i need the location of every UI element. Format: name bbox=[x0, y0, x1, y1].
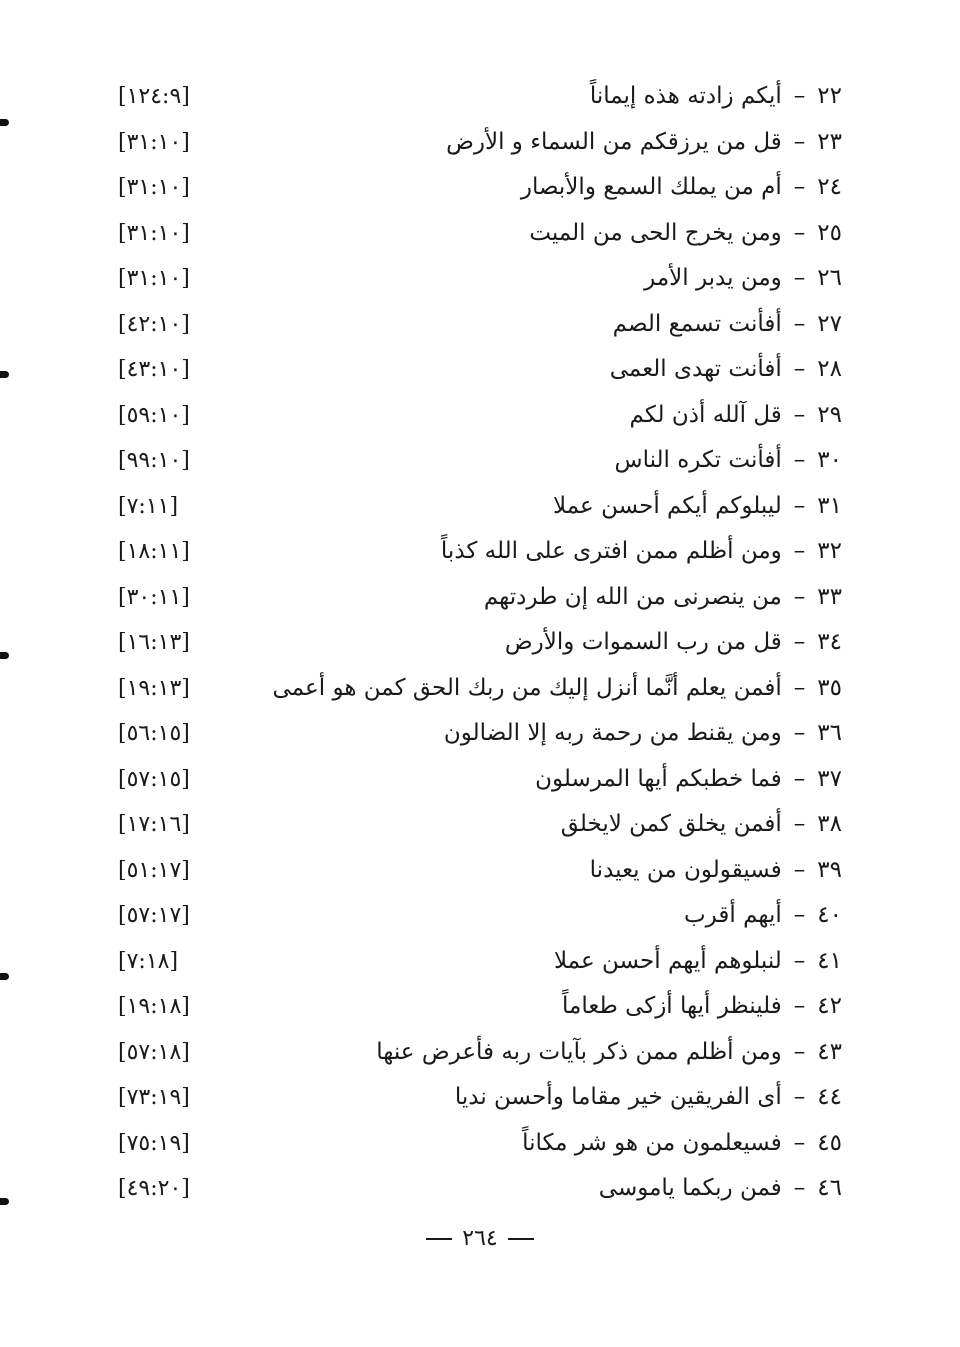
entry-reference: [١٧:١٦] bbox=[118, 812, 190, 837]
entry-text: ليبلوكم أيكم أحسن عملا bbox=[553, 492, 782, 519]
list-item bbox=[0, 802, 960, 848]
entry-text: ومن يخرج الحى من الميت bbox=[529, 219, 782, 246]
entry-text: أفمن يخلق كمن لايخلق bbox=[560, 811, 782, 837]
entry-line bbox=[684, 893, 842, 939]
entry-reference: [٥٩:١٠] bbox=[118, 402, 190, 428]
entry-line bbox=[484, 575, 842, 621]
entry-line bbox=[522, 1121, 842, 1167]
entry-text: قل آلله أذن لكم bbox=[629, 401, 782, 428]
entry-text: أم من يملك السمع والأبصار bbox=[520, 174, 782, 200]
entry-number: ٤٢ bbox=[817, 993, 842, 1019]
list-item bbox=[0, 165, 960, 211]
entry-line bbox=[273, 666, 842, 712]
entry-reference: [١٨:١١] bbox=[118, 539, 190, 564]
list-item bbox=[0, 848, 960, 894]
entry-line bbox=[590, 848, 842, 894]
entry-text: أفأنت تكره الناس bbox=[614, 447, 782, 473]
entry-number: ٤١ bbox=[817, 947, 842, 974]
list-item bbox=[0, 575, 960, 621]
entry-line bbox=[444, 711, 842, 757]
entry-text: فسيعلمون من هو شر مكاناً bbox=[522, 1129, 782, 1156]
entry-reference: [٥٧:١٨] bbox=[118, 1039, 190, 1065]
entry-dash: – bbox=[793, 811, 806, 837]
entry-dash: – bbox=[793, 856, 806, 883]
entry-line bbox=[446, 120, 842, 166]
entry-dash: – bbox=[793, 629, 806, 655]
entry-line bbox=[505, 620, 842, 666]
list-item bbox=[0, 302, 960, 348]
entry-dash: – bbox=[793, 1038, 806, 1065]
entry-line bbox=[521, 165, 842, 211]
entry-text: أفأنت تسمع الصم bbox=[612, 310, 782, 337]
entry-line bbox=[613, 302, 842, 348]
entry-line bbox=[376, 1030, 842, 1076]
entry-text: ومن يقنط من رحمة ربه إلا الضالون bbox=[443, 720, 782, 746]
entry-number: ٣٧ bbox=[817, 765, 842, 792]
entry-line bbox=[599, 1166, 842, 1212]
list-item bbox=[0, 939, 960, 985]
entry-number: ٢٨ bbox=[817, 356, 842, 382]
entry-dash: – bbox=[793, 174, 806, 200]
entry-number: ٢٣ bbox=[817, 128, 842, 155]
list-item bbox=[0, 211, 960, 257]
page-number bbox=[0, 1226, 960, 1251]
entry-number: ٣٠ bbox=[817, 447, 842, 473]
entry-dash: – bbox=[793, 447, 806, 473]
entry-line bbox=[529, 211, 842, 257]
entry-dash: – bbox=[793, 538, 806, 564]
entry-line bbox=[562, 984, 842, 1030]
entry-dash: – bbox=[793, 720, 806, 746]
entry-text: أيهم أقرب bbox=[684, 902, 782, 928]
entry-dash: – bbox=[793, 674, 806, 701]
entry-dash: – bbox=[793, 1175, 806, 1201]
list-item bbox=[0, 1166, 960, 1212]
entry-dash: – bbox=[793, 401, 806, 428]
entry-list bbox=[0, 74, 960, 1212]
entry-dash: – bbox=[793, 993, 806, 1019]
entry-number: ٢٩ bbox=[817, 401, 842, 428]
list-item bbox=[0, 347, 960, 393]
entry-line bbox=[455, 1075, 842, 1121]
entry-dash: – bbox=[793, 219, 806, 246]
entry-number: ٤٠ bbox=[817, 902, 842, 928]
list-item bbox=[0, 984, 960, 1030]
list-item bbox=[0, 620, 960, 666]
list-item bbox=[0, 120, 960, 166]
list-item bbox=[0, 1030, 960, 1076]
list-item bbox=[0, 484, 960, 530]
entry-dash: – bbox=[793, 265, 806, 291]
entry-reference: [٥٧:١٥] bbox=[118, 766, 190, 792]
list-item bbox=[0, 529, 960, 575]
entry-number: ٣٥ bbox=[817, 674, 842, 701]
entry-dash: – bbox=[793, 902, 806, 928]
entry-reference: [٤٩:٢٠] bbox=[118, 1176, 190, 1201]
entry-dash: – bbox=[793, 310, 806, 337]
entry-reference: [٣١:١٠] bbox=[118, 175, 190, 200]
entry-line bbox=[644, 256, 842, 302]
entry-number: ٣٩ bbox=[817, 856, 842, 883]
entry-text: قل من رب السموات والأرض bbox=[504, 629, 782, 655]
entry-dash: – bbox=[793, 947, 806, 974]
entry-reference: [٣١:١٠] bbox=[118, 129, 190, 155]
entry-reference: [٥١:١٧] bbox=[118, 857, 190, 883]
entry-number: ٣٨ bbox=[817, 811, 842, 837]
entry-reference: [٥٦:١٥] bbox=[118, 721, 190, 746]
page-number-rule bbox=[426, 1238, 452, 1240]
entry-text: فمن ربكما ياموسى bbox=[598, 1175, 782, 1201]
page-number-text: ٢٦٤ bbox=[462, 1226, 498, 1251]
entry-reference: [٩٩:١٠] bbox=[118, 448, 190, 473]
entry-text: ومن أظلم ممن ذكر بآيات ربه فأعرض عنها bbox=[376, 1038, 782, 1065]
entry-dash: – bbox=[793, 128, 806, 155]
entry-reference: [٤٣:١٠] bbox=[118, 357, 190, 382]
entry-number: ٤٥ bbox=[817, 1129, 842, 1156]
entry-number: ٢٧ bbox=[817, 310, 842, 337]
entry-number: ٤٦ bbox=[817, 1175, 842, 1201]
entry-number: ٣١ bbox=[817, 492, 842, 519]
list-item bbox=[0, 74, 960, 120]
entry-number: ٣٤ bbox=[817, 629, 842, 655]
entry-text: من ينصرنى من الله إن طردتهم bbox=[483, 583, 782, 610]
entry-text: فسيقولون من يعيدنا bbox=[589, 856, 782, 883]
entry-reference: [٣١:١٠] bbox=[118, 266, 190, 291]
list-item bbox=[0, 1075, 960, 1121]
entry-dash: – bbox=[793, 83, 806, 109]
entry-text: أى الفريقين خير مقاما وأحسن نديا bbox=[454, 1084, 782, 1110]
entry-reference: [١٩:١٨] bbox=[118, 994, 190, 1019]
entry-dash: – bbox=[793, 1084, 806, 1110]
entry-text: أيكم زادته هذه إيماناً bbox=[589, 83, 782, 109]
entry-line bbox=[441, 529, 842, 575]
entry-line bbox=[553, 484, 842, 530]
entry-text: لنبلوهم أيهم أحسن عملا bbox=[553, 947, 782, 974]
entry-text: ومن يدبر الأمر bbox=[644, 265, 782, 291]
entry-text: فلينظر أيها أزكى طعاماً bbox=[562, 993, 782, 1019]
entry-text: ومن أظلم ممن افترى على الله كذباً bbox=[440, 538, 782, 564]
page-number-rule bbox=[508, 1238, 534, 1240]
entry-line bbox=[554, 939, 842, 985]
entry-dash: – bbox=[793, 356, 806, 382]
entry-number: ٣٢ bbox=[817, 538, 842, 564]
entry-reference: [٥٧:١٧] bbox=[118, 903, 190, 928]
entry-reference: [٣١:١٠] bbox=[118, 220, 190, 246]
entry-reference: [٧٣:١٩] bbox=[118, 1085, 190, 1110]
entry-number: ٢٢ bbox=[817, 83, 842, 109]
entry-reference: [٤٢:١٠] bbox=[118, 311, 190, 337]
entry-line bbox=[615, 438, 843, 484]
entry-reference: [٧٥:١٩] bbox=[118, 1130, 190, 1156]
entry-dash: – bbox=[793, 1129, 806, 1156]
entry-reference: [٧:١١] bbox=[118, 493, 179, 519]
entry-line bbox=[610, 347, 842, 393]
entry-reference: [٧:١٨] bbox=[118, 948, 179, 974]
entry-number: ٢٥ bbox=[817, 219, 842, 246]
list-item bbox=[0, 438, 960, 484]
entry-line bbox=[630, 393, 842, 439]
entry-reference: [١٦:١٣] bbox=[118, 630, 190, 655]
list-item bbox=[0, 393, 960, 439]
entry-reference: [٣٠:١١] bbox=[118, 584, 190, 610]
entry-number: ٢٦ bbox=[817, 265, 842, 291]
list-item bbox=[0, 893, 960, 939]
entry-reference: [١٩:١٣] bbox=[118, 675, 190, 701]
entry-number: ٤٣ bbox=[817, 1038, 842, 1065]
entry-number: ٣٣ bbox=[817, 583, 842, 610]
entry-number: ٤٤ bbox=[817, 1084, 842, 1110]
entry-dash: – bbox=[793, 583, 806, 610]
entry-line bbox=[561, 802, 842, 848]
list-item bbox=[0, 757, 960, 803]
entry-text: أفأنت تهدى العمى bbox=[609, 356, 782, 382]
entry-dash: – bbox=[793, 765, 806, 792]
list-item bbox=[0, 1121, 960, 1167]
list-item bbox=[0, 666, 960, 712]
entry-reference: [١٢٤:٩] bbox=[118, 84, 190, 109]
list-item bbox=[0, 256, 960, 302]
entry-text: قل من يرزقكم من السماء و الأرض bbox=[446, 128, 782, 155]
entry-number: ٢٤ bbox=[817, 174, 842, 200]
list-item bbox=[0, 711, 960, 757]
entry-number: ٣٦ bbox=[817, 720, 842, 746]
entry-text: أفمن يعلم أنَّما أنزل إليك من ربك الحق كمن هو أعمى bbox=[272, 674, 782, 701]
entry-line bbox=[535, 757, 842, 803]
entry-line bbox=[590, 74, 842, 120]
entry-dash: – bbox=[793, 492, 806, 519]
entry-text: فما خطبكم أيها المرسلون bbox=[535, 765, 782, 792]
